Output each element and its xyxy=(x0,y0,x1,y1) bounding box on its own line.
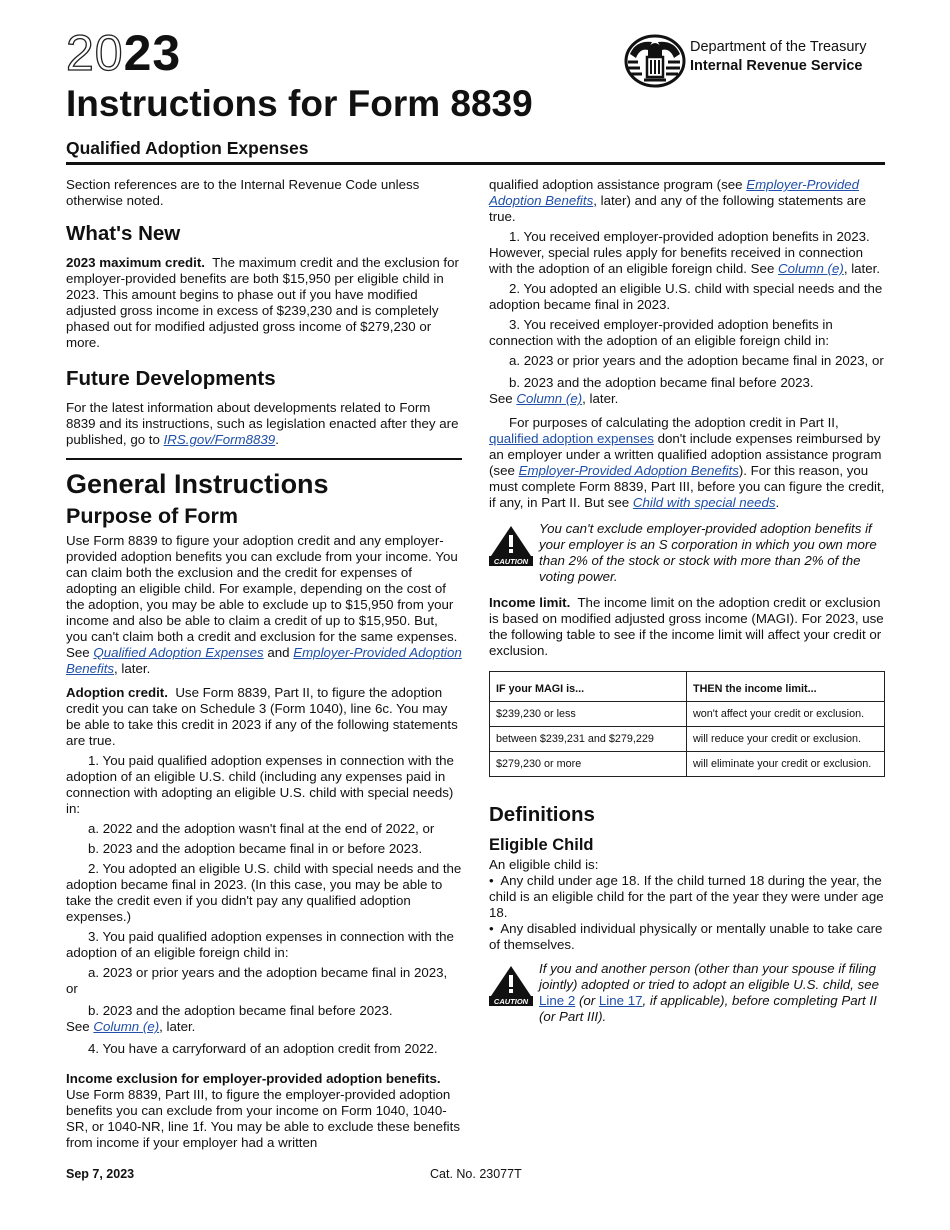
year-bold-digits: 23 xyxy=(123,25,182,81)
purpose-and: and xyxy=(267,645,290,660)
list-item: a. 2023 or prior years and the adoption became final in 2023, or xyxy=(66,965,448,996)
page-subtitle: Qualified Adoption Expenses xyxy=(66,138,309,158)
continued-end: , later) and any of the following statements are true. xyxy=(489,193,866,224)
footer-date: Sep 7, 2023 xyxy=(66,1167,135,1181)
caution-label: CAUTION xyxy=(493,997,529,1006)
table-cell: $279,230 or more xyxy=(490,752,687,777)
list-item: 3. You paid qualified adoption expenses in connection with the adoption of an eligible foreign child in: xyxy=(66,929,454,960)
table-row xyxy=(490,727,885,752)
list-item: 1. You paid qualified adoption expenses in connection with the adoption of an eligible U.S. child (including any expenses paid in connection with adopting an eligible U.S. child with special needs) in: xyxy=(66,753,454,816)
list-item xyxy=(489,229,885,277)
caution-label: CAUTION xyxy=(493,557,529,566)
see-column-e xyxy=(66,1019,462,1035)
see-text: See xyxy=(66,1019,90,1034)
caution-icon xyxy=(489,964,533,1006)
purposes-text: ). For this reason, you must complete Form 8839, Part III, before you can figure the credit, if any, in Part II. But see xyxy=(489,463,885,510)
table-cell: will eliminate your credit or exclusion. xyxy=(687,752,885,777)
caution-text: (or xyxy=(578,993,596,1008)
intro-text: Section references are to the Internal Revenue Code unless otherwise noted. xyxy=(66,177,420,208)
future-paragraph: For the latest information about developments related to Form 8839 and its instructions, such as legislation enacted after they are published, go to IRS.gov/Form8839. xyxy=(66,400,459,447)
income-limit-text: The income limit on the adoption credit or exclusion is based on modified adjusted gross income (MAGI). For 2023, use the following table to see if the income limit will affect your credit or exclusion. xyxy=(489,595,884,658)
column-e-link[interactable]: Column (e) xyxy=(93,1019,160,1034)
agency-name xyxy=(690,38,867,76)
table-cell: $239,230 or less xyxy=(490,702,687,727)
purpose-text: Use Form 8839 to figure your adoption credit and any employer-provided adoption benefits you can exclude from your income. You can claim both the exclusion and the credit for expenses of adopting an eligible child. For example, depending on the cost of the adoption, you may be able to exclude up to $15,950 from your income and also be able to claim a credit of up to $15,950. But, you can't claim both a credit and exclusion for the same expenses. See xyxy=(66,533,458,660)
income-exclusion-paragraph xyxy=(66,1071,462,1151)
adoption-credit-text: Use Form 8839, Part II, to figure the adoption credit you can take on Schedule 3 (Form 1040), line 6c. You may be able to take this credit in 2023 if any of the following statements are true. xyxy=(66,685,458,748)
purposes-paragraph xyxy=(489,415,885,511)
income-limit-label: Income limit. xyxy=(489,595,571,610)
caution-icon xyxy=(489,524,533,566)
list-item: 2. You adopted an eligible U.S. child with special needs and the adoption became final in 2023. (In this case, you may be able to take the credit even if you didn't pay any qualified adoption expenses.) xyxy=(66,861,462,924)
table-cell: won't affect your credit or exclusion. xyxy=(687,702,885,727)
purposes-text: For purposes of calculating the adoption credit in Part II, xyxy=(509,415,839,430)
irs-eagle-logo-icon xyxy=(622,32,686,88)
qualified-adoption-expenses-link[interactable]: Qualified Adoption Expenses xyxy=(93,645,264,660)
bullet-text: Any disabled individual physically or mentally unable to take care of themselves. xyxy=(489,921,883,952)
income-exclusion-text: Use Form 8839, Part III, to figure the employer-provided adoption benefits you can exclude from your income on Form 1040, 1040-SR, or 1040-NR, line 1f. You may be able to exclude these benefits from income if your employer had a written xyxy=(66,1087,460,1150)
eligible-child-heading: Eligible Child xyxy=(489,836,594,854)
line-2-link[interactable]: Line 2 xyxy=(539,993,576,1008)
employer-provided-benefits-link[interactable]: Employer-Provided Adoption Benefits xyxy=(518,463,739,478)
caution-text: You can't exclude employer-provided adoption benefits if your employer is an S corporation in which you own more than 2% of the stock or stock with more than 2% of the voting power. xyxy=(539,521,877,584)
whats-new-heading: What's New xyxy=(66,222,181,245)
future-developments-heading: Future Developments xyxy=(66,367,276,390)
left-column xyxy=(66,177,462,1155)
purpose-of-form-heading: Purpose of Form xyxy=(66,504,239,528)
list-item: 4. You have a carryforward of an adoption credit from 2022. xyxy=(88,1041,438,1056)
income-exclusion-label: Income exclusion for employer-provided adoption benefits. xyxy=(66,1071,441,1086)
irs-form-link[interactable]: IRS.gov/Form8839 xyxy=(163,432,276,447)
footer-cat-no: Cat. No. 23077T xyxy=(430,1167,522,1181)
continued-text: qualified adoption assistance program (see xyxy=(489,177,743,192)
list-item: a. 2022 and the adoption wasn't final at the end of 2022, or xyxy=(88,821,435,836)
see-column-e xyxy=(489,391,885,407)
bullet-item xyxy=(489,873,885,921)
table-cell: between $239,231 and $279,229 xyxy=(490,727,687,752)
agency-line-2: Internal Revenue Service xyxy=(690,58,863,74)
right-column xyxy=(489,177,885,1025)
caution-text: If you and another person (other than your spouse if filing jointly) adopted or tried to adopt an eligible U.S. child, see xyxy=(539,961,880,992)
later-text: , later. xyxy=(159,1019,196,1034)
table-header: IF your MAGI is... xyxy=(490,672,687,702)
year-outline-digits: 20 xyxy=(66,25,124,81)
list-item: 2. You adopted an eligible U.S. child with special needs and the adoption became final in 2023. xyxy=(489,281,883,312)
table-row xyxy=(490,752,885,777)
list-item: a. 2023 or prior years and the adoption became final in 2023, or xyxy=(509,353,884,368)
continued-paragraph xyxy=(489,177,885,225)
max-credit-paragraph xyxy=(66,255,462,351)
form-year xyxy=(66,24,181,82)
list-item: b. 2023 and the adoption became final in or before 2023. xyxy=(88,841,423,856)
magi-table xyxy=(489,671,885,777)
bullet-icon: • xyxy=(489,921,494,936)
employer-provided-benefits-link[interactable]: Employer-Provided Adoption Benefits xyxy=(489,177,860,208)
header-rule xyxy=(66,162,885,165)
page-title: Instructions for Form 8839 xyxy=(66,83,533,124)
qualified-adoption-expenses-link[interactable]: qualified adoption expenses xyxy=(489,431,654,446)
table-header: THEN the income limit... xyxy=(687,672,885,702)
purpose-end: , later. xyxy=(114,661,151,676)
eligible-child-intro: An eligible child is: xyxy=(489,857,599,872)
adoption-credit-paragraph xyxy=(66,685,462,749)
list-item-end: , later. xyxy=(843,261,881,276)
line-17-link[interactable]: Line 17 xyxy=(598,993,643,1008)
employer-provided-benefits-link[interactable]: Employer-Provided Adoption Benefits xyxy=(66,645,462,676)
general-instructions-heading: General Instructions xyxy=(66,469,329,499)
later-text: , later. xyxy=(582,391,619,406)
table-row xyxy=(490,702,885,727)
purpose-paragraph xyxy=(66,533,462,677)
max-credit-text: The maximum credit and the exclusion for employer-provided benefits are both $15,950 per eligible child in 2023. This amount begins to phase out if you have modified adjusted gross income in excess of $239,230 and is completely phased out for modified adjusted gross income of $279,230 or more. xyxy=(66,255,459,350)
bullet-text: Any child under age 18. If the child turned 18 during the year, the child is an eligible child for the part of the year they were under age 18. xyxy=(489,873,884,920)
list-item: b. 2023 and the adoption became final before 2023. xyxy=(509,375,814,390)
future-text: For the latest information about developments related to Form 8839 and its instructions, such as legislation enacted after they are published, go to xyxy=(66,400,459,447)
column-e-link[interactable]: Column (e) xyxy=(778,261,844,276)
caution-text: , if applicable), before completing Part II (or Part III). xyxy=(539,993,877,1024)
agency-line-1: Department of the Treasury xyxy=(690,39,867,55)
income-limit-paragraph xyxy=(489,595,885,659)
column-e-link[interactable]: Column (e) xyxy=(516,391,583,406)
list-item: b. 2023 and the adoption became final before 2023. xyxy=(88,1003,393,1018)
bullet-icon: • xyxy=(489,873,494,888)
see-text: See xyxy=(489,391,513,406)
adoption-credit-label: Adoption credit. xyxy=(66,685,168,700)
child-special-needs-link[interactable]: Child with special needs xyxy=(632,495,776,510)
list-item-text: 1. You received employer-provided adoption benefits in 2023. However, special rules apply for benefits received in connection with the adoption of an eligible foreign child. See xyxy=(489,229,870,276)
caution-note xyxy=(489,961,885,1025)
bullet-item xyxy=(489,921,885,953)
table-cell: will reduce your credit or exclusion. xyxy=(687,727,885,752)
max-credit-label: 2023 maximum credit. xyxy=(66,255,205,270)
purposes-text: don't include expenses reimbursed by an employer under a written qualified adoption assistance program (see xyxy=(489,431,882,478)
purposes-end: . xyxy=(775,495,780,510)
list-item: 3. You received employer-provided adoption benefits in connection with the adoption of an eligible foreign child in: xyxy=(489,317,833,348)
caution-note xyxy=(489,521,885,585)
table-header-row xyxy=(490,672,885,702)
section-divider xyxy=(66,458,462,460)
definitions-heading: Definitions xyxy=(489,803,595,826)
